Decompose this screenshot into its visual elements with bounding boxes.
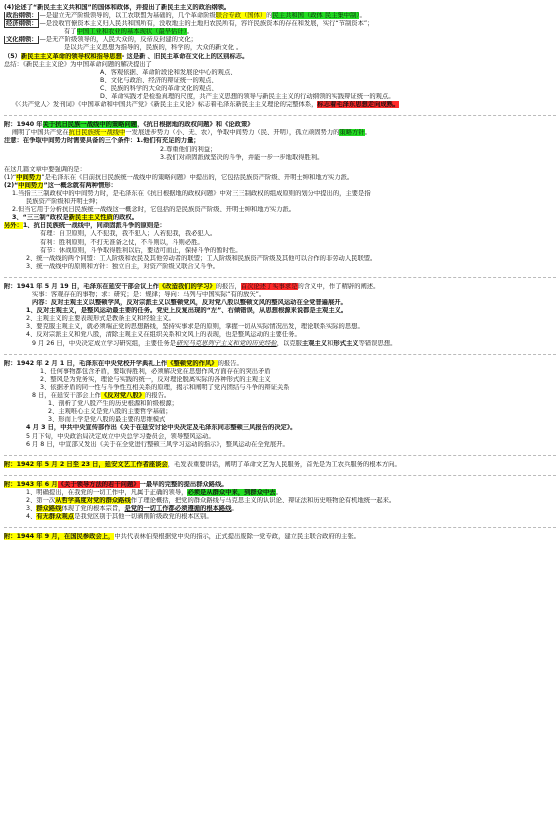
- emphasis-point-2: (2)“中间势力”这一概念就有两种情形：: [4, 181, 117, 189]
- highlight-strategy-title: 关于抗日民族一战线中的策略问题: [42, 121, 138, 129]
- principle-item: 有节：休战原则，斗争取得胜利以后，要适可而止，保持斗争的暂时性。: [40, 246, 242, 254]
- rectification-item: 2、主观主义的主要表现形式是教条主义和经验主义。: [26, 315, 175, 323]
- point-5-line: （5）新民主主义革命的领导权和指导思想- 这是新 、旧民主革命在文化上的区别标志。: [4, 52, 249, 60]
- mass-line-item: 4、有无群众观点是我党区别于其他一切剥削阶级政党的根本区别。: [26, 513, 213, 521]
- report-item: 2、主观唯心主义是党八股的主要哲学基础；: [48, 408, 172, 416]
- highlight-new-democratic: 新民主主义性质: [68, 214, 113, 222]
- report-item: 3、依据矛盾的同一性与斗争性互相关系的原理，揭示和阐明了党内团结与斗争的辩证关系: [40, 383, 290, 391]
- highlight-reform-study: 《改造我们的学习》: [158, 282, 216, 290]
- mass-line-item: 3、群众路线体现了党的根本宗旨，是党的一切工作都必须遵循的根本路线。: [26, 505, 238, 513]
- highlight-strategy: 策略方针: [339, 129, 365, 137]
- case-item: 2.但当它用于分析抗日民族统一战线这一概念时，它包括的是民族资产阶级、开明士绅和地方实力派。: [12, 206, 296, 214]
- section-heading: (4)论述了“新民主主义共和国”的国体和政体，并提出了新民主主义的政治纲领。: [4, 4, 231, 11]
- economic-program-cont: 有了中国工业和农业的基本现状（最早估计）。: [64, 28, 194, 36]
- strategy-line: 阐明了中国共产党在抗日民族统一战线中一发展进步势力（小、无、农），争取中间势力（民、开明），孤立顽固势力的策略方针。: [12, 129, 371, 137]
- appendix-1943-line: 附：1943 年 6 月《关于领导方法的若干问题》一最早的完整的提出群众路线。: [4, 480, 228, 488]
- conditions-line: 注意：在争取中间势力时需要具备的三个条件：1.他们有充足的力量；: [4, 137, 200, 145]
- cultural-program-line: 文化纲领： —是无产阶级领导的，人民大众的，反帝反封建的文化；: [6, 36, 197, 44]
- highlight-forum: 延安文艺工作者座谈会: [104, 460, 168, 468]
- economic-program-line: 经济纲领： —是没收官僚资本主义归人民共和国所有，没收地主的土地归农民所有，容许民族资本的存在和发展，实行“节制资本”；: [6, 20, 374, 28]
- study-task: 研究马克思列宁主义和党的历史经验: [175, 339, 277, 347]
- highlight-middle-forces: 中间势力: [16, 173, 42, 181]
- highlight-mass-line: 群众路线: [36, 505, 62, 513]
- mass-line-item: 1、明确提出，在我党的一切工作中，凡属于正确的领导，必须是从群众中来，到群众中去。: [26, 488, 282, 496]
- political-program-label: 政治纲领：: [6, 12, 38, 20]
- divider: [4, 354, 556, 355]
- highlight-philosophy: 从哲学高度对党的群众路线: [55, 496, 131, 504]
- principle-item: 有利：胜利原则，不打无准备之仗，不斗则以，斗则必胜。: [40, 238, 204, 246]
- emphasis-point-1: (1)“中间势力”是毛泽东在《目前抗日民族统一战线中的策略问题》中提出的，它包括民族资产阶级、开明士绅和地方实力派。: [4, 173, 354, 181]
- principle-item: 有理：自卫原则，人不犯我，我不犯人；人若犯我，我必犯人。: [40, 230, 217, 238]
- summary-line: 总结：《新民主主义论》为中国革命问题的解决提出了: [4, 60, 152, 68]
- highlight-additional: 另外：: [4, 222, 23, 230]
- feb8-line: 8 日，在延安干部会上作《反对党八股》的报告。: [32, 392, 171, 400]
- appendix-1942-feb-line: 附：1942 年 2 月 1 日，毛泽东在中央党校开学典礼上作《整顿党的作风》的报告。: [4, 359, 243, 367]
- highlight-industry-status: 中国工业和农业的基本现状（最早估计）: [76, 28, 187, 36]
- highlight-seek-truth: 首次论述了实事求是: [240, 282, 298, 290]
- may-line: 5 月下旬，中央政治局决定成立中央总学习委员会，领导整风运动。: [26, 432, 215, 440]
- september-line: 9 月 26 日，中央决定成立学习研究组，主要任务是研究马克思列宁主义和党的历史经验，以克服主观主义和形式主义等错误思想。: [32, 339, 397, 347]
- additional-line: 另外：1、抗日民族统一战线中，同顽固派斗争的原则是：: [4, 222, 166, 230]
- appendix-1940-line: 附：1940 年关于抗日民族一战线中的策略问题，《抗日根据地的政权问题》和《论政策》: [4, 121, 254, 129]
- highlight-leadership-methods: 《关于领导方法的若干问题》: [57, 480, 140, 488]
- summary-item: C、民族的科学的大众的革命文化的观点、: [100, 84, 218, 92]
- divider: [4, 455, 556, 456]
- summary-item: D、革命实践才是检验真理的尺度，共产主义思想的领导与新民主主义的行动纲领的实践辩证统一的观点。: [100, 93, 395, 101]
- june-line: 6 月 8 日，中宣部又发出《关于在全党进行整顿三风学习运动的指示》，整风运动在全党展开。: [26, 440, 289, 448]
- maturity-line: 《〈共产党人〉发刊词》《中国革命和中国共产党》《新民主主义论》标志着毛泽东新民主主义理论的完整体系，标志着毛泽东思想走向成熟。: [12, 101, 400, 109]
- report-item: 3、形而上学是党八股的最主要的思维模式: [48, 416, 166, 424]
- condition-item: 2.尊重他们的利益；: [160, 145, 217, 153]
- three-thirds-line: 3、“三三制”政权是新民主主义性质的政权。: [12, 214, 139, 222]
- highlight-united-front: 抗日民族统一战线中: [68, 129, 126, 137]
- highlight-rectify-style: 《整顿党的作风》: [167, 359, 218, 367]
- highlight-middle-forces: 中间势力: [18, 181, 44, 189]
- cultural-program-cont: 是以共产主义思想为指导的，民族的，科学的，大众的新文化 。: [64, 44, 243, 52]
- political-program-line: 政治纲领： —是建立无产阶级领导的，以工农联盟为基础的，几个革命阶级联合专政（国体）的民主共和国（政体 民主集中制）。: [6, 12, 366, 20]
- rectification-item: 4、反对宗派主义和党八股，清除主观主义在组织关系和文风上的表现，也是整风运动的主要任务。: [26, 331, 301, 339]
- rectification-item: 1、反对主观主义，是整风运动最主要的任务。党史上反复出现的“左”、右倾错误，从思想根源来说都是主观主义。: [26, 307, 348, 315]
- april-line: 4 月 3 日，中共中央宣传部作出《关于在延安讨论中央决定及毛泽东同志整顿三风报告的决定》。: [26, 424, 297, 432]
- highlight-state-system: 联合专政（国体）: [215, 12, 267, 20]
- rectification-item: 3、要克服主观主义，就必须端正党的思想路线，坚持实事求是的原则，掌握一切从实际情况出发，理论联系实际的思想。: [26, 323, 364, 331]
- condition-item: 3.我们对顽固派做坚决的斗争，并能一步一步地取得胜利。: [160, 153, 324, 161]
- highlight-leadership: 新民主主义革命的领导权和指导思想: [20, 52, 122, 60]
- divider: [4, 527, 556, 528]
- case-item: 民族资产阶级和开明士绅；: [26, 198, 102, 206]
- appendix-1944-line: 附：1944 年 9 月，在国民参政会上，中共代表林伯渠根据党中央的指示，正式提出废除一党专政，建立民主联合政府的主张。: [4, 533, 360, 541]
- report-item: 2、整风是为党务实，理论与实践的统一，反对理论脱离实际的各种形式的主观主义: [40, 375, 271, 383]
- highlight-from-masses: 必须是从群众中来，到群众中去: [187, 488, 276, 496]
- divider: [4, 475, 556, 476]
- summary-item: B、文化与政治、经济的辩证统一的观点、: [100, 76, 218, 84]
- seek-truth-definition: 实事：客观存在的事物；求：研究；是：规律；导向：马列与中国实际“有的放矢”。: [32, 291, 266, 298]
- divider: [4, 115, 556, 116]
- economic-program-label: 经济纲领：: [6, 20, 38, 28]
- report-item: 1、任何事物都包含矛盾，要取得胜利，必须解决党在思想作风方面存在的突出矛盾: [40, 367, 271, 375]
- appendix-1941-line: 附：1941 年 5 月 19 日，毛泽东在延安干部会议上作《改造我们的学习》的报告，首次论述了实事求是的含义中，作了精辟的阐述。: [4, 282, 380, 290]
- content-line: 内容：反对主观主义以整顿学风，反对宗派主义以整顿党风，反对党八股以整顿文风的整风运动在全党普遍展开。: [32, 299, 347, 307]
- cultural-program-label: 文化纲领：: [6, 36, 38, 44]
- highlight-mature: 标志着毛泽东思想走向成熟。: [317, 101, 400, 109]
- highlight-democratic-republic: 民主共和国（政体 民主集中制）: [272, 12, 360, 20]
- case-item: 1.当指三三制政权中的中间势力时，是毛泽东在《抗日根据地的政权问题》中对三三制政权的组成原则的划分中提出的，主要是指: [12, 189, 371, 197]
- alliance-line: 2、统一战线的两个同盟：工人阶级和农民及其他劳动者的联盟；工人阶级和民族资产阶级及其他可以合作的非劳动人民联盟。: [26, 254, 377, 262]
- report-item: 1、剖析了党八股产生的历史根源和阶级根源；: [48, 400, 178, 408]
- summary-item: A、客观依据、革命阶段论和发展论中心的观点、: [100, 68, 237, 76]
- principle-policy-line: 3、统一战线中的原则和方针：独立自主，对资产阶级又联合又斗争。: [26, 262, 219, 270]
- divider: [4, 277, 556, 278]
- highlight-mass-viewpoint: 有无群众观点: [36, 513, 75, 521]
- emphasis-line: 在这几篇文章中要强调的是：: [4, 165, 86, 173]
- mass-line-item: 2、第一次从哲学高度对党的群众路线作了理论概括，把党的群众路线与马克思主义的认识论、辩证法和历史唯物论有机地统一起来。: [26, 496, 396, 504]
- fundamental-line: 是党的一切工作都必须遵循的根本路线: [124, 505, 232, 513]
- appendix-1942-may-line: 附：1942 年 5 月 2 日至 23 日，延安文艺工作者座谈会，毛发表重要讲话，阐明了革命文艺为人民服务，首先是为工农兵服务的根本方向。: [4, 460, 401, 468]
- highlight-party-stereotype: 《反对党八股》: [100, 392, 146, 400]
